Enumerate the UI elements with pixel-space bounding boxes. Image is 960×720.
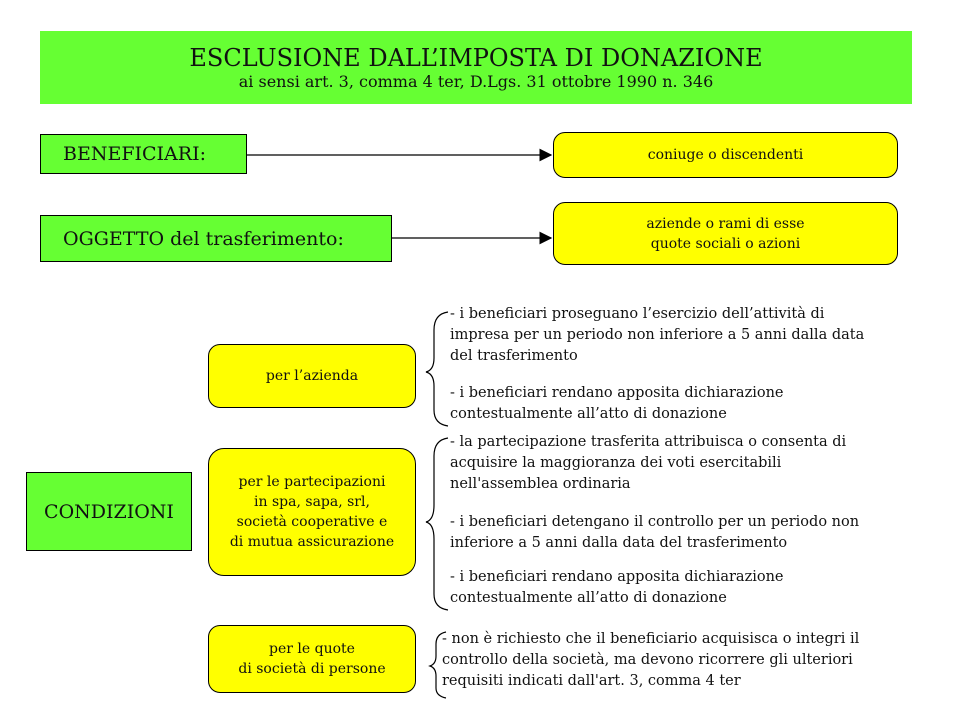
partecipazioni-label-line-1: per le partecipazioni [238,474,386,490]
partecipazioni-label-line-3: società cooperative e [236,514,388,530]
azienda-condition-1-line-3: del trasferimento [450,348,578,364]
azienda-condition-1-line-2: impresa per un periodo non inferiore a 5 anni dalla data [450,327,865,343]
beneficiari-label-box [40,134,247,174]
partecipazioni-condition-2-line-2: inferiore a 5 anni dalla data del trasferimento [450,535,788,551]
partecipazioni-condition-3 [450,567,784,609]
partecipazioni-box [208,448,416,576]
oggetto-value-box [553,202,898,265]
partecipazioni-label-line-4: di mutua assicurazione [229,534,395,550]
partecipazioni-condition-1 [450,432,846,495]
title-main: ESCLUSIONE DALL’IMPOSTA DI DONAZIONE [189,43,763,72]
oggetto-label: OGGETTO del trasferimento: [63,227,344,250]
brace-azienda [426,312,448,426]
partecipazioni-condition-3-line-1: - i beneficiari rendano apposita dichiarazione [450,569,784,585]
oggetto-value-line1: aziende o rami di esse [646,215,805,232]
quote-condition-1-line-2: controllo della società, ma devono ricorrere gli ulteriori [442,652,853,668]
azienda-condition-2-line-2: contestualmente all’atto di donazione [450,406,727,422]
beneficiari-label: BENEFICIARI: [63,143,206,165]
condizioni-label: CONDIZIONI [44,500,174,523]
quote-condition-1-line-3: requisiti indicati dall'art. 3, comma 4 ter [442,673,741,689]
azienda-condition-2 [450,383,784,425]
azienda-condition-1-line-1: - i beneficiari proseguano l’esercizio dell’attività di [450,306,825,322]
partecipazioni-condition-3-line-2: contestualmente all’atto di donazione [450,590,727,606]
azienda-box [208,344,416,408]
partecipazioni-condition-1-line-1: - la partecipazione trasferita attribuisca o consenta di [450,434,847,450]
quote-label-line-1: per le quote [269,641,355,657]
beneficiari-value: coniuge o discendenti [647,147,804,163]
partecipazioni-condition-1-line-3: nell'assemblea ordinaria [450,476,631,492]
azienda-label: per l’azienda [265,368,359,384]
oggetto-label-box [40,215,392,262]
beneficiari-value-box [553,132,898,178]
condizioni-box [26,472,192,551]
oggetto-value-line2: quote sociali o azioni [650,235,801,252]
partecipazioni-label-line-2: in spa, sapa, srl, [254,494,370,510]
partecipazioni-condition-1-line-2: acquisire la maggioranza dei voti esercitabili [450,455,782,471]
azienda-condition-2-line-1: - i beneficiari rendano apposita dichiarazione [450,385,784,401]
brace-partecipazioni [426,438,448,610]
partecipazioni-condition-2 [450,512,859,554]
title-banner [40,31,912,104]
quote-condition-1-line-1: - non è richiesto che il beneficiario acquisisca o integri il [442,631,860,647]
quote-condition-1 [442,629,859,692]
azienda-condition-1 [450,304,864,367]
quote-box [208,625,416,693]
quote-label-line-2: di società di persone [238,661,386,677]
partecipazioni-condition-2-line-1: - i beneficiari detengano il controllo per un periodo non [450,514,860,530]
title-subtitle: ai sensi art. 3, comma 4 ter, D.Lgs. 31 ottobre 1990 n. 346 [238,71,714,91]
